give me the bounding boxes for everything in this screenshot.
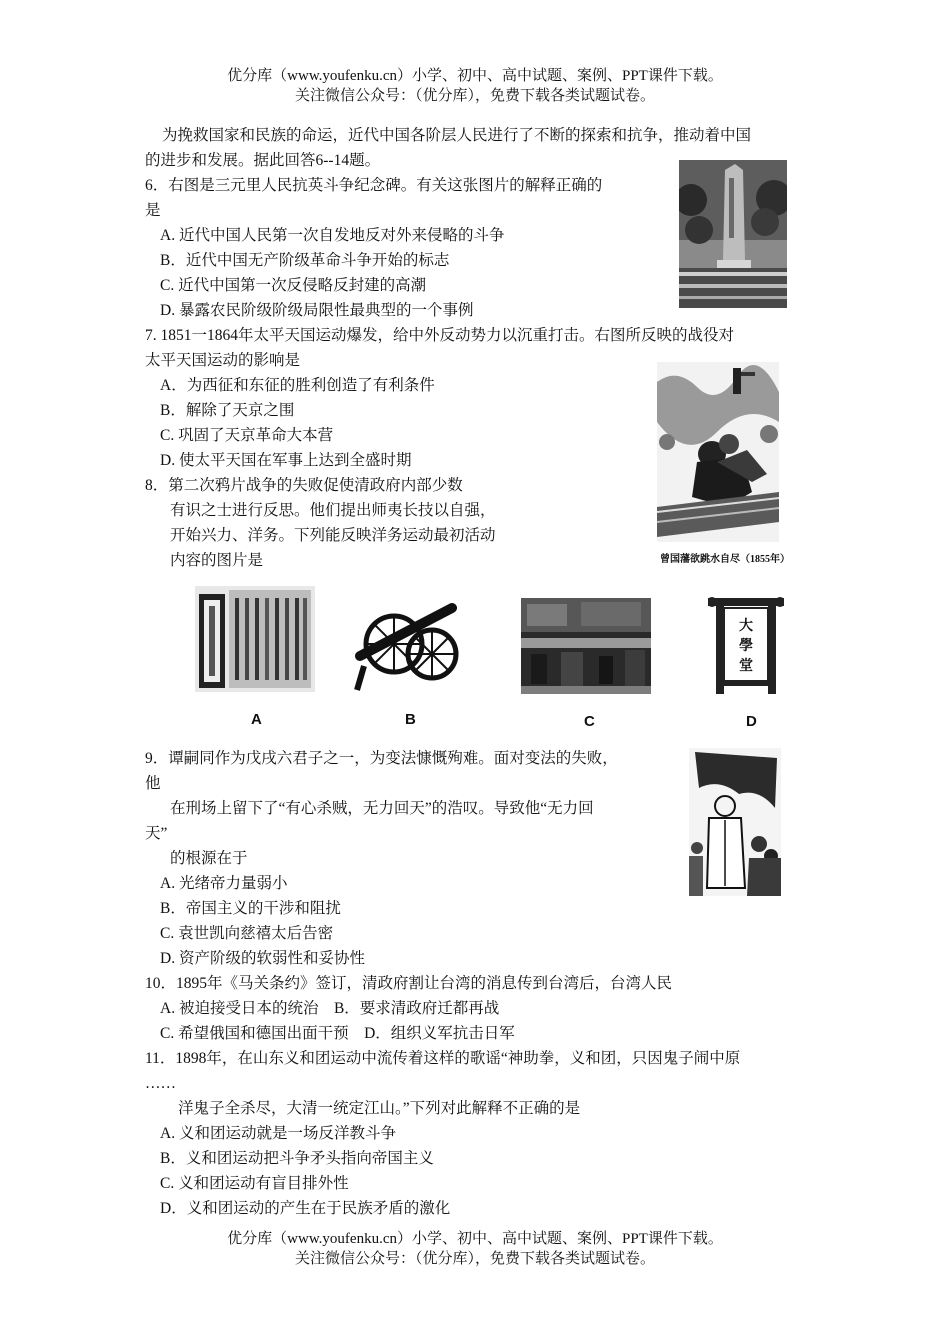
q9-option-c: C. 袁世凯向慈禧太后告密 (160, 925, 334, 942)
q7-option-b: B．解除了天京之围 (160, 402, 295, 419)
q9-stem-5: 的根源在于 (170, 850, 248, 867)
q7-option-c: C. 巩固了天京革命大本营 (160, 427, 334, 444)
q7-stem-1: 7. 1851一1864年太平天国运动爆发，给中外反动势力以沉重打击。右图所反映的战役对 (145, 327, 735, 344)
q9-stem-2: 他 (145, 775, 161, 792)
q11-option-a: A. 义和团运动就是一场反洋教斗争 (160, 1125, 396, 1142)
q6-option-d: D. 暴露农民阶级阶级局限性最典型的一个事例 (160, 302, 474, 319)
q10-stem: 10．1895年《马关条约》签订，清政府割让台湾的消息传到台湾后，台湾人民 (145, 975, 673, 992)
page-header (0, 66, 950, 106)
q6-stem-2: 是 (145, 202, 161, 219)
option-b-label: B (405, 711, 416, 728)
option-d-label: D (746, 713, 757, 730)
q7-stem-2: 太平天国运动的影响是 (145, 352, 301, 369)
q6-option-b: B．近代中国无产阶级革命斗争开始的标志 (160, 252, 450, 269)
q11-stem-3: 洋鬼子全杀尽，大清一统定江山。”下列对此解释不正确的是 (178, 1100, 581, 1117)
q10-options-cd: C. 希望俄国和德国出面干预 D．组织义军抗击日军 (160, 1025, 515, 1042)
monument-photo (679, 160, 787, 308)
q9-option-d: D. 资产阶级的软弱性和妥协性 (160, 950, 365, 967)
svg-text:學: 學 (739, 638, 753, 654)
q7-option-d: D. 使太平天国在军事上达到全盛时期 (160, 452, 412, 469)
q11-stem-2: …… (145, 1075, 176, 1092)
option-c-factory-photo (521, 598, 651, 694)
footer-line-2: 关注微信公众号：（优分库），免费下载各类试题试卷。 (294, 1251, 655, 1267)
zeng-guofan-caption: 曾国藩欲跳水自尽（1855年） (660, 554, 790, 565)
q6-stem-1: 6．右图是三元里人民抗英斗争纪念碑。有关这张图片的解释正确的 (145, 177, 603, 194)
q11-stem-1: 11．1898年，在山东义和团运动中流传着这样的歌谣“神助拳，义和团，只因鬼子闹中原 (145, 1050, 741, 1067)
q8-stem-3: 开始兴力、洋务。下列能反映洋务运动最初活动 (170, 527, 496, 544)
q11-option-c: C. 义和团运动有盲目排外性 (160, 1175, 349, 1192)
q8-stem-1: 8．第二次鸦片战争的失败促使清政府内部少数 (145, 477, 463, 494)
zeng-guofan-illustration (657, 362, 779, 542)
q6-option-c: C. 近代中国第一次反侵略反封建的高潮 (160, 277, 427, 294)
intro-line-1: 为挽救国家和民族的命运，近代中国各阶层人民进行了不断的探索和抗争，推动着中国 (162, 127, 752, 144)
q9-option-a: A. 光绪帝力量弱小 (160, 875, 288, 892)
q9-stem-4: 天” (145, 825, 168, 842)
q11-option-b: B．义和团运动把斗争矛头指向帝国主义 (160, 1150, 434, 1167)
q8-stem-2: 有识之士进行反思。他们提出师夷长技以自强， (170, 502, 496, 519)
svg-text:大: 大 (739, 618, 753, 634)
tan-sitong-illustration (689, 748, 781, 896)
q7-option-a: A．为西征和东征的胜利创造了有利条件 (160, 377, 435, 394)
option-a-document-image (195, 586, 315, 692)
header-line-2: 关注微信公众号：（优分库），免费下载各类试题试卷。 (294, 88, 655, 104)
option-b-cannon-image (352, 596, 464, 694)
page-footer (0, 1229, 950, 1269)
q8-stem-4: 内容的图片是 (170, 552, 264, 569)
option-a-label: A (251, 711, 262, 728)
q9-stem-1: 9．谭嗣同作为戊戌六君子之一，为变法慷慨殉难。面对变法的失败， (145, 750, 618, 767)
q11-option-d: D．义和团运动的产生在于民族矛盾的激化 (160, 1200, 451, 1217)
q9-stem-3: 在刑场上留下了“有心杀贼，无力回天”的浩叹。导致他“无力回 (170, 800, 594, 817)
q9-option-b: B．帝国主义的干涉和阻扰 (160, 900, 341, 917)
header-line-1: 优分库（www.youfenku.cn）小学、初中、高中试题、案例、PPT课件下载。 (227, 68, 723, 84)
option-c-label: C (584, 713, 595, 730)
svg-text:堂: 堂 (739, 658, 753, 674)
option-d-university-sign (708, 596, 784, 696)
q10-options-ab: A. 被迫接受日本的统治 B．要求清政府迁都再战 (160, 1000, 500, 1017)
q6-option-a: A. 近代中国人民第一次自发地反对外来侵略的斗争 (160, 227, 505, 244)
intro-line-2: 的进步和发展。据此回答6--14题。 (145, 152, 381, 169)
footer-line-1: 优分库（www.youfenku.cn）小学、初中、高中试题、案例、PPT课件下载。 (227, 1231, 723, 1247)
